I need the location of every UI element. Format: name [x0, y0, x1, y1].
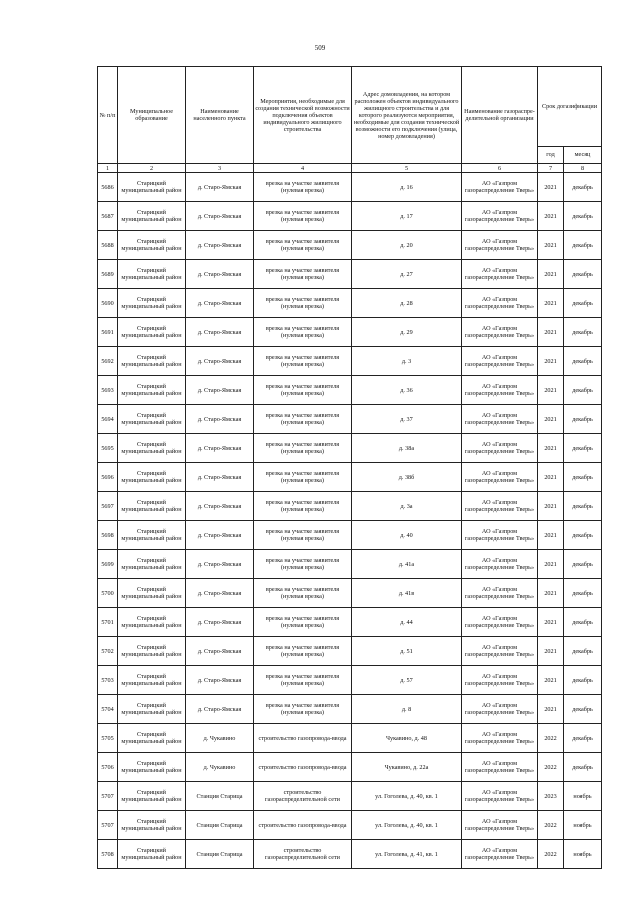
table-row	[98, 608, 602, 637]
column-index: 3	[186, 164, 254, 173]
address-cell: д. 16	[352, 173, 462, 202]
year-cell: 2022	[538, 840, 564, 869]
municipality-cell: Старицкий муниципальный район	[118, 782, 186, 811]
month-cell: декабрь	[564, 724, 602, 753]
row-number: 5686	[98, 173, 118, 202]
address-cell: д. 8	[352, 695, 462, 724]
settlement-cell: Станция Старица	[186, 840, 254, 869]
table-row	[98, 289, 602, 318]
address-cell: д. 36	[352, 376, 462, 405]
address-cell: Чукавино, д. 22а	[352, 753, 462, 782]
measure-cell: врезка на участке заявителя (нулевая врезка)	[254, 579, 352, 608]
table-row	[98, 840, 602, 869]
row-number: 5694	[98, 405, 118, 434]
table-row	[98, 492, 602, 521]
municipality-cell: Старицкий муниципальный район	[118, 289, 186, 318]
month-cell: декабрь	[564, 608, 602, 637]
row-number: 5687	[98, 202, 118, 231]
address-cell: д. 3а	[352, 492, 462, 521]
address-cell: д. 41а	[352, 550, 462, 579]
column-index: 4	[254, 164, 352, 173]
year-cell: 2021	[538, 434, 564, 463]
org-cell: АО «Газпром газораспределение Тверь»	[462, 666, 538, 695]
org-cell: АО «Газпром газораспределение Тверь»	[462, 260, 538, 289]
address-cell: д. 51	[352, 637, 462, 666]
measure-cell: врезка на участке заявителя (нулевая врезка)	[254, 376, 352, 405]
table-row	[98, 405, 602, 434]
org-cell: АО «Газпром газораспределение Тверь»	[462, 318, 538, 347]
org-cell: АО «Газпром газораспределение Тверь»	[462, 579, 538, 608]
measure-cell: строительство газопровода-ввода	[254, 811, 352, 840]
row-number: 5705	[98, 724, 118, 753]
municipality-cell: Старицкий муниципальный район	[118, 724, 186, 753]
month-cell: декабрь	[564, 695, 602, 724]
measure-cell: врезка на участке заявителя (нулевая врезка)	[254, 492, 352, 521]
table-row	[98, 434, 602, 463]
year-cell: 2021	[538, 202, 564, 231]
month-cell: декабрь	[564, 666, 602, 695]
org-cell: АО «Газпром газораспределение Тверь»	[462, 231, 538, 260]
column-index: 6	[462, 164, 538, 173]
table-row	[98, 202, 602, 231]
measure-cell: врезка на участке заявителя (нулевая врезка)	[254, 608, 352, 637]
settlement-cell: д. Старо-Ямская	[186, 289, 254, 318]
measure-cell: врезка на участке заявителя (нулевая врезка)	[254, 318, 352, 347]
table-row	[98, 753, 602, 782]
row-number: 5701	[98, 608, 118, 637]
row-number: 5707	[98, 811, 118, 840]
settlement-cell: д. Чукавино	[186, 753, 254, 782]
month-cell: декабрь	[564, 376, 602, 405]
month-cell: декабрь	[564, 492, 602, 521]
measure-cell: врезка на участке заявителя (нулевая врезка)	[254, 666, 352, 695]
month-cell: декабрь	[564, 550, 602, 579]
table-row	[98, 173, 602, 202]
address-cell: д. 44	[352, 608, 462, 637]
municipality-cell: Старицкий муниципальный район	[118, 840, 186, 869]
row-number: 5698	[98, 521, 118, 550]
table-row	[98, 318, 602, 347]
header-num: № п/п	[98, 67, 118, 164]
municipality-cell: Старицкий муниципальный район	[118, 376, 186, 405]
year-cell: 2023	[538, 782, 564, 811]
org-cell: АО «Газпром газораспределение Тверь»	[462, 173, 538, 202]
column-index: 8	[564, 164, 602, 173]
settlement-cell: д. Старо-Ямская	[186, 492, 254, 521]
column-index-row	[98, 164, 602, 173]
row-number: 5707	[98, 782, 118, 811]
row-number: 5702	[98, 637, 118, 666]
measure-cell: врезка на участке заявителя (нулевая врезка)	[254, 289, 352, 318]
month-cell: декабрь	[564, 173, 602, 202]
settlement-cell: д. Старо-Ямская	[186, 173, 254, 202]
year-cell: 2021	[538, 173, 564, 202]
measure-cell: врезка на участке заявителя (нулевая врезка)	[254, 347, 352, 376]
org-cell: АО «Газпром газораспределение Тверь»	[462, 550, 538, 579]
year-cell: 2021	[538, 666, 564, 695]
settlement-cell: д. Старо-Ямская	[186, 405, 254, 434]
row-number: 5695	[98, 434, 118, 463]
row-number: 5706	[98, 753, 118, 782]
address-cell: ул. Гоголева, д. 40, кв. 1	[352, 811, 462, 840]
measure-cell: врезка на участке заявителя (нулевая врезка)	[254, 260, 352, 289]
settlement-cell: д. Старо-Ямская	[186, 202, 254, 231]
table-row	[98, 521, 602, 550]
year-cell: 2022	[538, 811, 564, 840]
org-cell: АО «Газпром газораспределение Тверь»	[462, 202, 538, 231]
measure-cell: строительство газопровода-ввода	[254, 724, 352, 753]
settlement-cell: д. Старо-Ямская	[186, 666, 254, 695]
address-cell: д. 27	[352, 260, 462, 289]
year-cell: 2021	[538, 492, 564, 521]
header-measure: Мероприятия, необходимые для создания технической возможности подключения объектов индивидуального жилищного строительства	[254, 67, 352, 164]
settlement-cell: д. Старо-Ямская	[186, 579, 254, 608]
row-number: 5703	[98, 666, 118, 695]
org-cell: АО «Газпром газораспределение Тверь»	[462, 289, 538, 318]
address-cell: д. 41в	[352, 579, 462, 608]
measure-cell: строительство газопровода-ввода	[254, 753, 352, 782]
header-deadline: Срок догазификации	[538, 67, 602, 147]
table-row	[98, 695, 602, 724]
row-number: 5708	[98, 840, 118, 869]
row-number: 5697	[98, 492, 118, 521]
month-cell: декабрь	[564, 318, 602, 347]
address-cell: д. 20	[352, 231, 462, 260]
address-cell: д. 17	[352, 202, 462, 231]
municipality-cell: Старицкий муниципальный район	[118, 202, 186, 231]
measure-cell: строительство газораспределительной сети	[254, 782, 352, 811]
address-cell: Чукавино, д. 48	[352, 724, 462, 753]
org-cell: АО «Газпром газораспределение Тверь»	[462, 753, 538, 782]
measure-cell: строительство газораспределительной сети	[254, 840, 352, 869]
settlement-cell: д. Старо-Ямская	[186, 463, 254, 492]
address-cell: д. 3	[352, 347, 462, 376]
table-body	[98, 173, 602, 869]
month-cell: декабрь	[564, 289, 602, 318]
table-row	[98, 782, 602, 811]
year-cell: 2022	[538, 753, 564, 782]
year-cell: 2021	[538, 695, 564, 724]
month-cell: декабрь	[564, 463, 602, 492]
address-cell: д. 37	[352, 405, 462, 434]
month-cell: ноябрь	[564, 811, 602, 840]
table-row	[98, 376, 602, 405]
row-number: 5693	[98, 376, 118, 405]
org-cell: АО «Газпром газораспределение Тверь»	[462, 347, 538, 376]
municipality-cell: Старицкий муниципальный район	[118, 550, 186, 579]
settlement-cell: д. Чукавино	[186, 724, 254, 753]
row-number: 5692	[98, 347, 118, 376]
year-cell: 2021	[538, 231, 564, 260]
table-row	[98, 811, 602, 840]
year-cell: 2021	[538, 318, 564, 347]
gasification-table	[97, 66, 602, 869]
month-cell: декабрь	[564, 405, 602, 434]
table-row	[98, 637, 602, 666]
header-settlement: Наименование населенного пункта	[186, 67, 254, 164]
row-number: 5690	[98, 289, 118, 318]
settlement-cell: Станция Старица	[186, 782, 254, 811]
measure-cell: врезка на участке заявителя (нулевая врезка)	[254, 434, 352, 463]
municipality-cell: Старицкий муниципальный район	[118, 260, 186, 289]
year-cell: 2021	[538, 579, 564, 608]
org-cell: АО «Газпром газораспределение Тверь»	[462, 782, 538, 811]
row-number: 5691	[98, 318, 118, 347]
municipality-cell: Старицкий муниципальный район	[118, 666, 186, 695]
year-cell: 2021	[538, 260, 564, 289]
settlement-cell: д. Старо-Ямская	[186, 550, 254, 579]
address-cell: ул. Гоголева, д. 41, кв. 1	[352, 840, 462, 869]
month-cell: декабрь	[564, 347, 602, 376]
org-cell: АО «Газпром газораспределение Тверь»	[462, 608, 538, 637]
month-cell: ноябрь	[564, 782, 602, 811]
org-cell: АО «Газпром газораспределение Тверь»	[462, 811, 538, 840]
table-row	[98, 231, 602, 260]
month-cell: декабрь	[564, 202, 602, 231]
municipality-cell: Старицкий муниципальный район	[118, 608, 186, 637]
org-cell: АО «Газпром газораспределение Тверь»	[462, 637, 538, 666]
municipality-cell: Старицкий муниципальный район	[118, 405, 186, 434]
header-address: Адрес домовладения, на котором расположен объектов индивидуального жилищного строительства и для которого реализуются мероприятия, необходимые для создания технической возможности его подключения (улица, номер домовладения)	[352, 67, 462, 164]
month-cell: декабрь	[564, 637, 602, 666]
month-cell: декабрь	[564, 753, 602, 782]
table-row	[98, 724, 602, 753]
column-index: 7	[538, 164, 564, 173]
org-cell: АО «Газпром газораспределение Тверь»	[462, 492, 538, 521]
page-number: 509	[314, 44, 326, 52]
org-cell: АО «Газпром газораспределение Тверь»	[462, 724, 538, 753]
org-cell: АО «Газпром газораспределение Тверь»	[462, 521, 538, 550]
settlement-cell: д. Старо-Ямская	[186, 608, 254, 637]
month-cell: декабрь	[564, 521, 602, 550]
table-row	[98, 666, 602, 695]
settlement-cell: д. Старо-Ямская	[186, 231, 254, 260]
header-municipality: Муниципальное образование	[118, 67, 186, 164]
settlement-cell: д. Старо-Ямская	[186, 260, 254, 289]
municipality-cell: Старицкий муниципальный район	[118, 637, 186, 666]
municipality-cell: Старицкий муниципальный район	[118, 521, 186, 550]
address-cell: ул. Гоголева, д. 40, кв. 1	[352, 782, 462, 811]
measure-cell: врезка на участке заявителя (нулевая врезка)	[254, 695, 352, 724]
year-cell: 2021	[538, 463, 564, 492]
year-cell: 2021	[538, 550, 564, 579]
year-cell: 2021	[538, 521, 564, 550]
month-cell: ноябрь	[564, 840, 602, 869]
measure-cell: врезка на участке заявителя (нулевая врезка)	[254, 521, 352, 550]
column-index: 2	[118, 164, 186, 173]
month-cell: декабрь	[564, 579, 602, 608]
row-number: 5696	[98, 463, 118, 492]
address-cell: д. 38а	[352, 434, 462, 463]
measure-cell: врезка на участке заявителя (нулевая врезка)	[254, 202, 352, 231]
municipality-cell: Старицкий муниципальный район	[118, 695, 186, 724]
row-number: 5699	[98, 550, 118, 579]
municipality-cell: Старицкий муниципальный район	[118, 811, 186, 840]
column-index: 1	[98, 164, 118, 173]
year-cell: 2021	[538, 376, 564, 405]
settlement-cell: д. Старо-Ямская	[186, 347, 254, 376]
org-cell: АО «Газпром газораспределение Тверь»	[462, 463, 538, 492]
year-cell: 2021	[538, 608, 564, 637]
address-cell: д. 40	[352, 521, 462, 550]
municipality-cell: Старицкий муниципальный район	[118, 492, 186, 521]
month-cell: декабрь	[564, 231, 602, 260]
row-number: 5700	[98, 579, 118, 608]
municipality-cell: Старицкий муниципальный район	[118, 173, 186, 202]
address-cell: д. 57	[352, 666, 462, 695]
org-cell: АО «Газпром газораспределение Тверь»	[462, 840, 538, 869]
org-cell: АО «Газпром газораспределение Тверь»	[462, 405, 538, 434]
settlement-cell: д. Старо-Ямская	[186, 695, 254, 724]
row-number: 5704	[98, 695, 118, 724]
municipality-cell: Старицкий муниципальный район	[118, 753, 186, 782]
settlement-cell: д. Старо-Ямская	[186, 521, 254, 550]
header-org: Наименование газораспре-делительной организации	[462, 67, 538, 164]
measure-cell: врезка на участке заявителя (нулевая врезка)	[254, 463, 352, 492]
org-cell: АО «Газпром газораспределение Тверь»	[462, 376, 538, 405]
org-cell: АО «Газпром газораспределение Тверь»	[462, 434, 538, 463]
table-row	[98, 579, 602, 608]
address-cell: д. 28	[352, 289, 462, 318]
header-year: год	[538, 146, 564, 163]
municipality-cell: Старицкий муниципальный район	[118, 434, 186, 463]
municipality-cell: Старицкий муниципальный район	[118, 318, 186, 347]
settlement-cell: Станция Старица	[186, 811, 254, 840]
measure-cell: врезка на участке заявителя (нулевая врезка)	[254, 173, 352, 202]
settlement-cell: д. Старо-Ямская	[186, 376, 254, 405]
municipality-cell: Старицкий муниципальный район	[118, 347, 186, 376]
settlement-cell: д. Старо-Ямская	[186, 637, 254, 666]
year-cell: 2021	[538, 347, 564, 376]
header-month: месяц	[564, 146, 602, 163]
table-row	[98, 347, 602, 376]
row-number: 5689	[98, 260, 118, 289]
row-number: 5688	[98, 231, 118, 260]
table-row	[98, 550, 602, 579]
year-cell: 2021	[538, 289, 564, 318]
address-cell: д. 29	[352, 318, 462, 347]
table-row	[98, 260, 602, 289]
settlement-cell: д. Старо-Ямская	[186, 318, 254, 347]
month-cell: декабрь	[564, 260, 602, 289]
column-index: 5	[352, 164, 462, 173]
year-cell: 2021	[538, 637, 564, 666]
measure-cell: врезка на участке заявителя (нулевая врезка)	[254, 637, 352, 666]
month-cell: декабрь	[564, 434, 602, 463]
measure-cell: врезка на участке заявителя (нулевая врезка)	[254, 550, 352, 579]
municipality-cell: Старицкий муниципальный район	[118, 463, 186, 492]
org-cell: АО «Газпром газораспределение Тверь»	[462, 695, 538, 724]
table-row	[98, 463, 602, 492]
municipality-cell: Старицкий муниципальный район	[118, 579, 186, 608]
municipality-cell: Старицкий муниципальный район	[118, 231, 186, 260]
year-cell: 2022	[538, 724, 564, 753]
address-cell: д. 38б	[352, 463, 462, 492]
year-cell: 2021	[538, 405, 564, 434]
measure-cell: врезка на участке заявителя (нулевая врезка)	[254, 231, 352, 260]
measure-cell: врезка на участке заявителя (нулевая врезка)	[254, 405, 352, 434]
settlement-cell: д. Старо-Ямская	[186, 434, 254, 463]
